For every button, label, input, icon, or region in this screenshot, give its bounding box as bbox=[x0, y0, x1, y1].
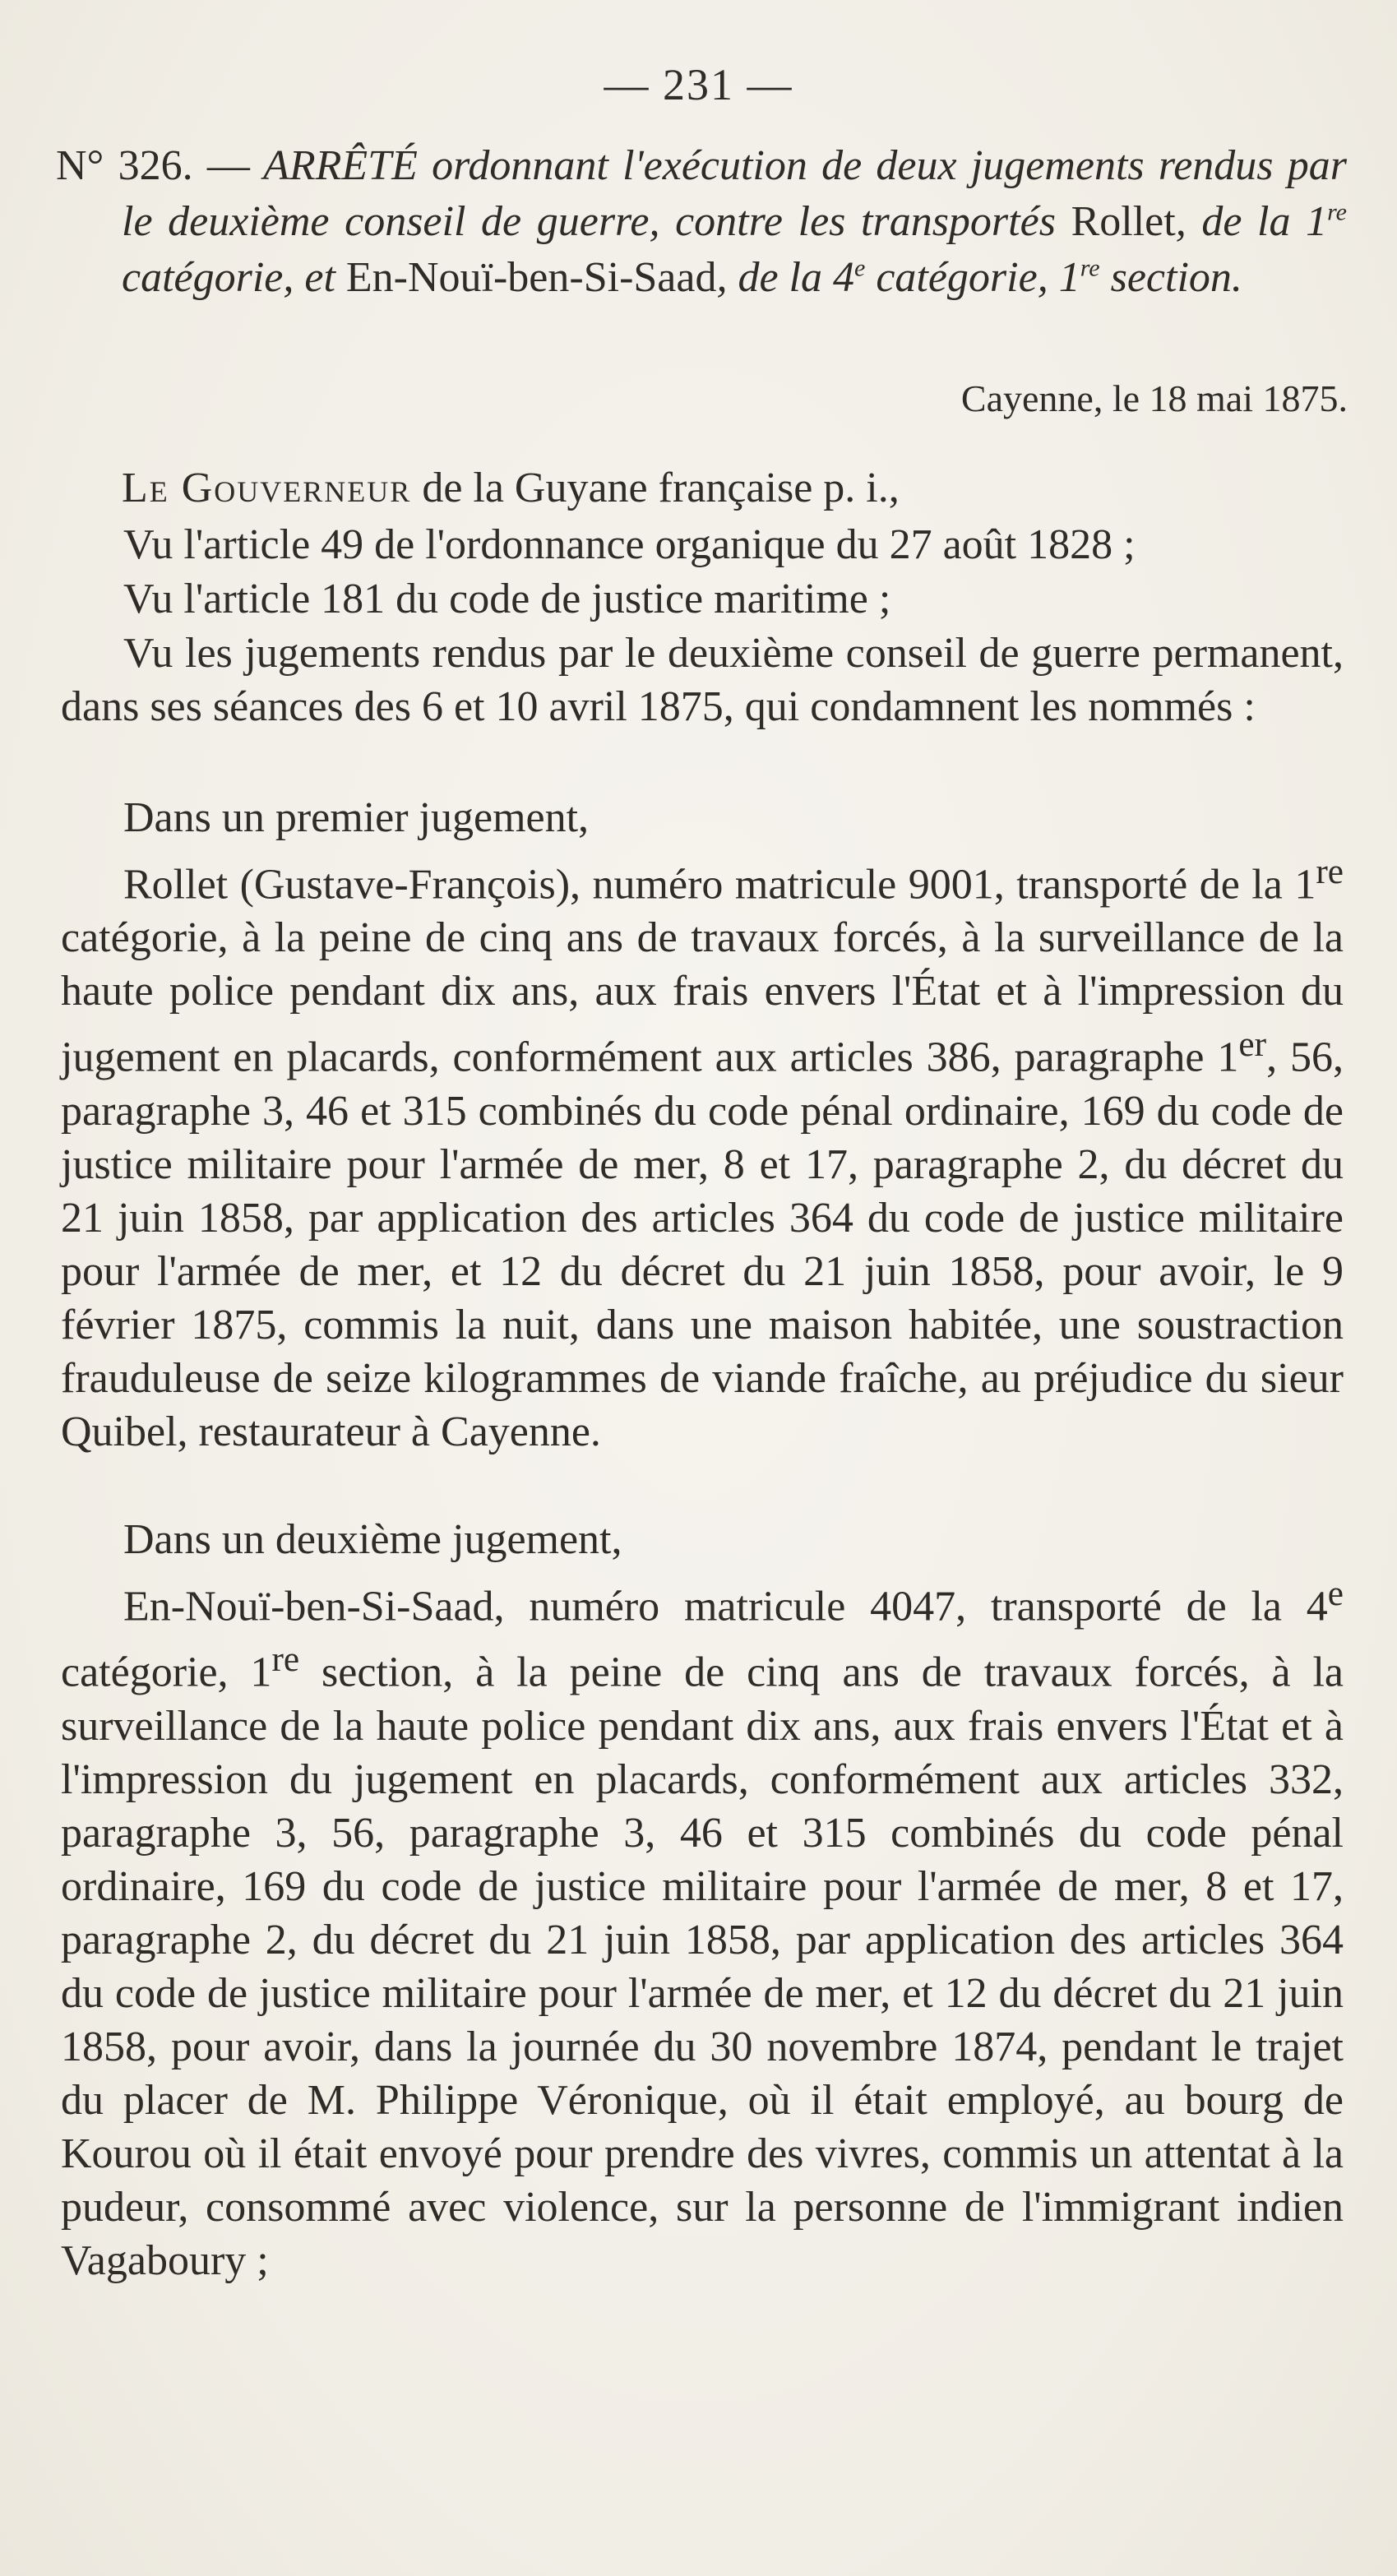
ennoui-text-3: section, à la peine de cinq ans de travaux forcés, à la surveillance de la haute police pendant dix ans, aux frais envers l'État et à l'impression du jugement en placards, conformément aux articles 332, paragraphe 3, 56, paragraphe 3, 46 et 315 combinés du code pénal ordinaire, 169 du code de justice militaire pour l'armée de mer, 8 et 17, paragraphe 2, du décret du 21 juin 1858, par application des articles 364 du code de justice militaire pour l'armée de mer, et 12 du décret du 21 juin 1858, pour avoir, dans la journée du 30 novembre 1874, pendant le trajet du placer de M. Philippe Véronique, où il était employé, au bourg de Kourou où il était envoyé pour prendre des vivres, commis un attentat à la pudeur, consommé avec violence, sur la personne de l'immigrant indien Vagaboury ; bbox=[61, 1649, 1344, 2284]
title-text-4: , de la 4 bbox=[716, 254, 854, 301]
ennoui-sup-2: re bbox=[271, 1639, 300, 1680]
title-text-3: catégorie, et bbox=[122, 254, 346, 301]
rollet-sup-2: er bbox=[1238, 1024, 1267, 1065]
rollet-text-3: , 56, paragraphe 3, 46 et 315 combinés du code pénal ordinaire, 169 du code de justice militaire pour l'armée de mer, 8 et 17, paragraphe 2, du décret du 21 juin 1858, par application des articles 364 du code de justice militaire pour l'armée de mer, et 12 du décret du 21 juin 1858, pour avoir, le 9 février 1875, commis la nuit, dans une maison habitée, une soustraction frauduleuse de seize kilogrammes de viande fraîche, au préjudice du sieur Quibel, restaurateur à Cayenne. bbox=[61, 1034, 1344, 1455]
gouverneur-title: Le Gouverneur bbox=[122, 465, 412, 511]
paragraph-vu-jugements: Vu les jugements rendus par le deuxième conseil de guerre permanent, dans ses séances des 6 et 10 avril 1875, qui condamnent les nommés : bbox=[61, 630, 1344, 730]
rollet-text-2: catégorie, à la peine de cinq ans de travaux forcés, à la surveillance de la haute police pendant dix ans, aux frais envers l'État et à l'impression du jugement en placards, conformément aux articles 386, paragraphe 1 bbox=[61, 914, 1344, 1081]
title-text-2: , de la 1 bbox=[1175, 198, 1328, 245]
paragraph-ennoui bbox=[61, 1567, 1344, 2287]
arrete-title bbox=[56, 138, 1347, 306]
title-sup-1: re bbox=[1327, 198, 1347, 226]
paragraph-second-judgment: Dans un deuxième jugement, bbox=[123, 1516, 622, 1563]
gouverneur-line bbox=[61, 460, 1344, 516]
paragraph-first-judgment: Dans un premier jugement, bbox=[123, 794, 590, 841]
paragraph-rollet bbox=[61, 845, 1344, 1459]
paragraph-vu-ordonnance: Vu l'article 49 de l'ordonnance organique du 27 août 1828 ; bbox=[123, 521, 1136, 568]
gouverneur-rest: de la Guyane française p. i., bbox=[411, 465, 900, 511]
title-sup-2: e bbox=[854, 254, 866, 282]
rollet-text-1: Rollet (Gustave-François), numéro matricule 9001, transporté de la 1 bbox=[123, 861, 1316, 909]
ennoui-text-2: catégorie, 1 bbox=[61, 1649, 272, 1696]
title-text-6: section. bbox=[1099, 254, 1242, 301]
title-name-rollet: Rollet bbox=[1071, 198, 1176, 245]
ennoui-text-1: En-Nouï-ben-Si-Saad, numéro matricule 4047, transporté de la 4 bbox=[123, 1583, 1328, 1630]
title-sup-3: re bbox=[1080, 254, 1100, 282]
place-date: Cayenne, le 18 mai 1875. bbox=[960, 377, 1348, 419]
arrete-number: N° 326. — bbox=[56, 142, 250, 189]
paragraph-vu-code: Vu l'article 181 du code de justice maritime ; bbox=[123, 576, 891, 622]
title-text-5: catégorie, 1 bbox=[865, 254, 1080, 301]
rollet-sup-1: re bbox=[1316, 852, 1344, 891]
page-number: — 231 — bbox=[604, 60, 793, 109]
title-text-1: ARRÊTÉ ordonnant l'exécution de deux jugements rendus par le deuxième conseil de guerre, contre les transportés bbox=[122, 142, 1347, 245]
ennoui-sup-1: e bbox=[1327, 1574, 1344, 1613]
title-name-ennoui: En-Nouï-ben-Si-Saad bbox=[345, 254, 717, 301]
